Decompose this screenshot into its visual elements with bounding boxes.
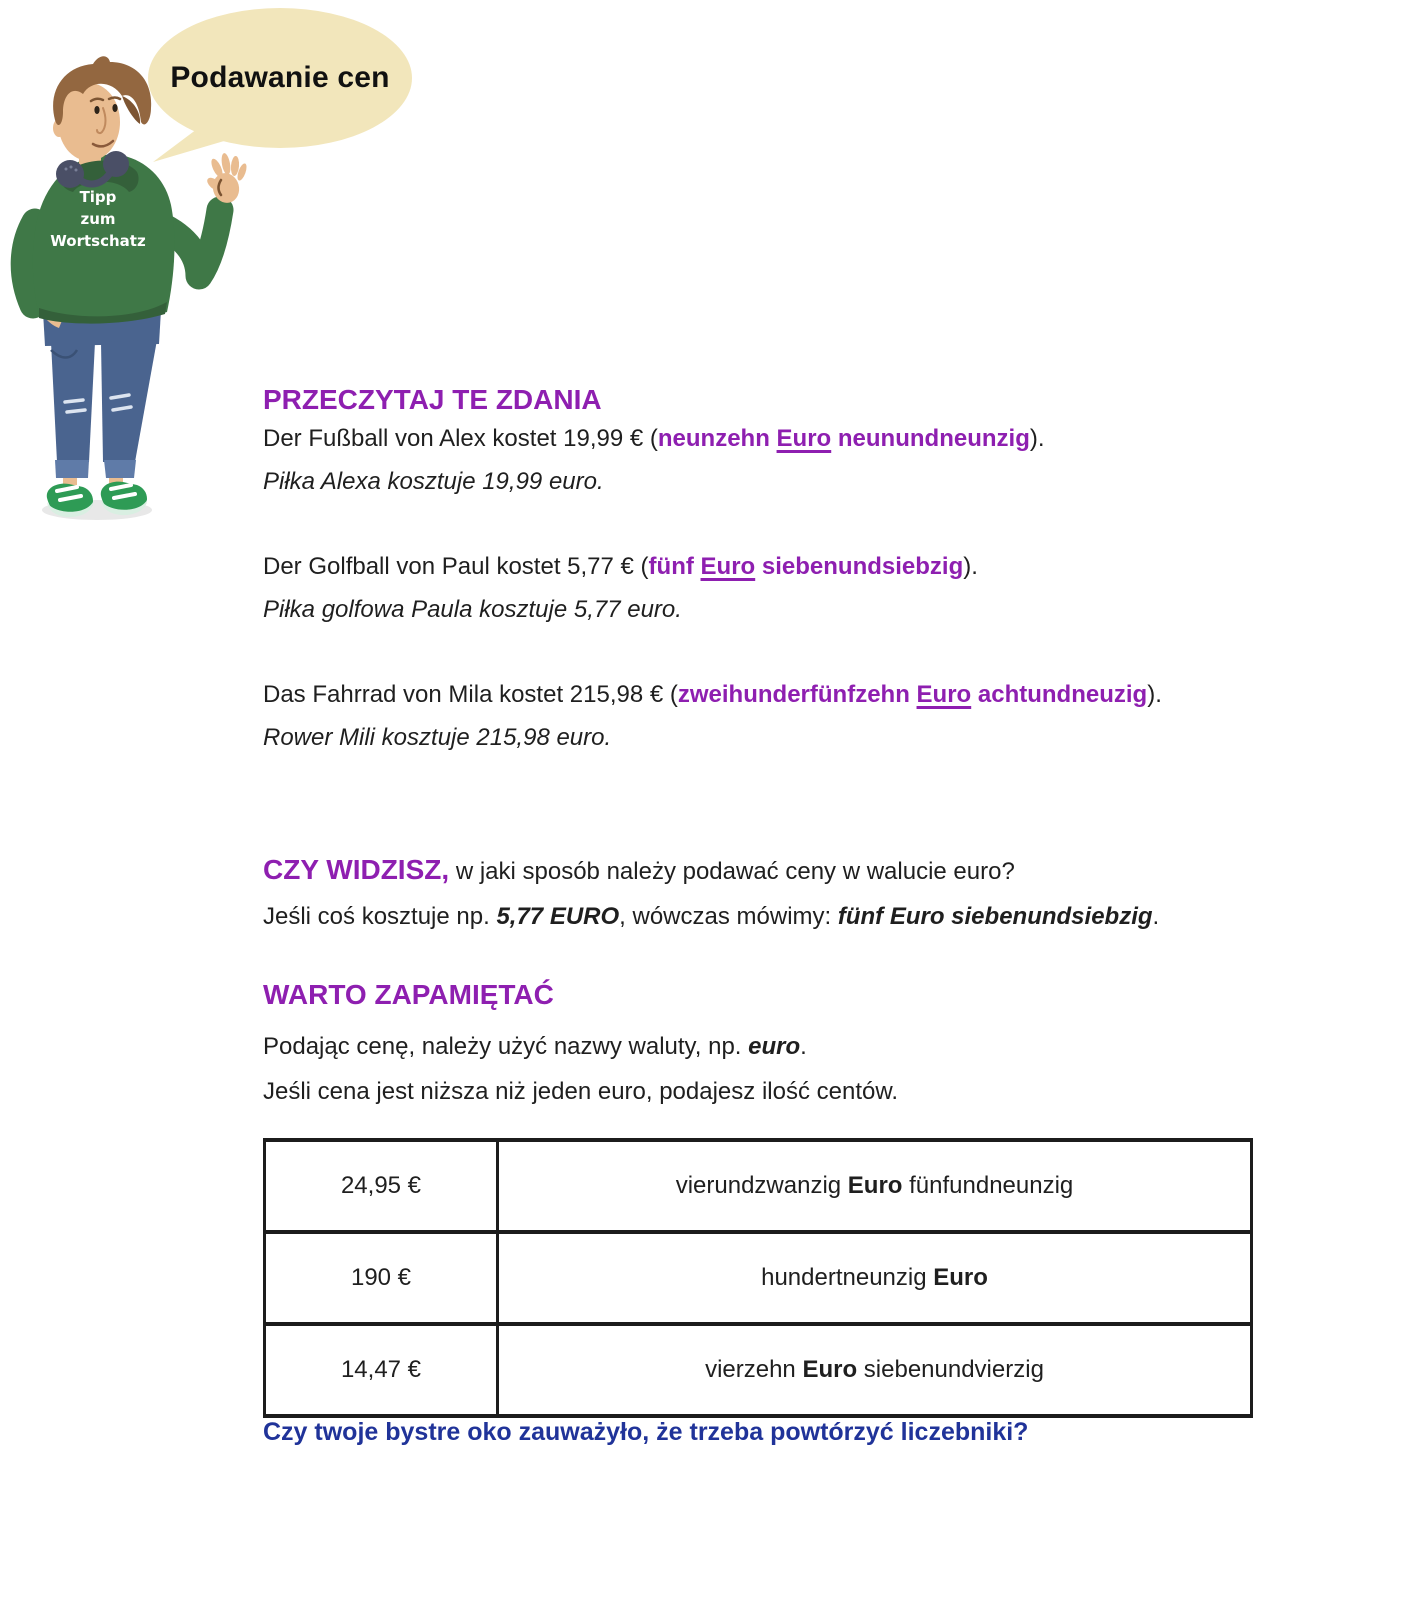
sentence-segment: . [1152,903,1160,930]
hoodie-text-line1: Tipp [79,188,117,206]
highlighted-word: neunundneunzig [831,425,1030,452]
highlighted-word: zweihunderfünfzehn [677,681,917,708]
example-2 [263,545,1255,631]
highlighted-word: achtundneuzig [971,681,1148,708]
euro-word: Euro [933,1264,988,1291]
example-1 [263,417,1255,503]
price-table [263,1138,1253,1418]
footer-question: Czy twoje bystre oko zauważyło, że trzeba powtórzyć liczebniki? [263,1418,1029,1446]
words-cell [498,1324,1252,1416]
german-sentence-1 [263,417,1255,460]
number-words: vierzehn [705,1356,803,1383]
number-words: hundertneunzig [761,1264,934,1291]
highlighted-word: fünf [648,553,701,580]
german-sentence-3 [263,673,1255,716]
warto-heading: WARTO ZAPAMIĘTAĆ [263,979,554,1010]
euro-word: Euro [802,1356,858,1383]
table-row-2 [265,1232,1252,1324]
sentence-segment: ). [1147,681,1162,708]
euro-word-underlined: Euro [776,425,832,452]
number-words: siebenundvierzig [857,1356,1044,1383]
lesson-content [263,383,1255,1447]
sentence-segment: Jeśli coś kosztuje np. [263,903,497,930]
speech-bubble-text: Podawanie cen [170,61,390,94]
price-cell: 24,95 € [265,1140,498,1232]
polish-translation-3: Rower Mili kosztuje 215,98 euro. [263,724,612,751]
raised-hand [205,152,248,205]
sentence-segment: . [800,1033,807,1060]
warto-zapamietac-section [263,978,1255,1114]
euro-example-word: euro [748,1033,801,1060]
jeans [43,310,161,478]
number-words: vierundzwanzig [675,1172,848,1199]
sentence-segment: w jaki sposób należy podawać ceny w walucie euro? [449,858,1015,885]
polish-translation-1: Piłka Alexa kosztuje 19,99 euro. [263,468,604,495]
warto-line2: Jeśli cena jest niższa niż jeden euro, podajesz ilość centów. [263,1078,899,1105]
german-sentence-2 [263,545,1255,588]
sentence-segment: ). [963,553,978,580]
sentence-segment: Podając cenę, należy użyć nazwy waluty, np. [263,1033,749,1060]
price-example: 5,77 EURO [496,903,620,930]
words-cell [498,1140,1252,1232]
euro-word-underlined: Euro [700,553,756,580]
table-row-1 [265,1140,1252,1232]
table-row-3 [265,1324,1252,1416]
polish-translation-2: Piłka golfowa Paula kosztuje 5,77 euro. [263,596,682,623]
sentence-segment: ). [1029,425,1045,452]
czy-widzisz-line1 [263,847,1255,894]
sentence-segment: Der Golfball von Paul kostet 5,77 € ( [263,553,649,580]
euro-word: Euro [847,1172,903,1199]
boy-illustration [5,50,255,530]
sentence-segment: , wówczas mówimy: [619,903,838,930]
read-sentences-heading: PRZECZYTAJ TE ZDANIA [263,384,602,415]
number-words: fünfundneunzig [902,1172,1074,1199]
czy-widzisz-heading: CZY WIDZISZ, [263,854,450,885]
czy-widzisz-line2 [263,894,1255,939]
spoken-phrase: fünf Euro siebenundsiebzig [837,903,1153,930]
hoodie-text-line2: zum [80,210,116,228]
sentence-segment: Das Fahrrad von Mila kostet 215,98 € ( [263,681,678,708]
sentence-segment: Der Fußball von Alex kostet 19,99 € ( [263,425,658,452]
head [53,56,151,161]
hoodie-text-line3: Wortschatz [50,232,146,250]
example-3 [263,673,1255,759]
warto-line1 [263,1024,1255,1069]
price-cell: 190 € [265,1232,498,1324]
euro-word-underlined: Euro [916,681,972,708]
highlighted-word: siebenundsiebzig [755,553,964,580]
highlighted-word: neunzehn [657,425,777,452]
price-cell: 14,47 € [265,1324,498,1416]
czy-widzisz-section [263,847,1255,939]
words-cell [498,1232,1252,1324]
